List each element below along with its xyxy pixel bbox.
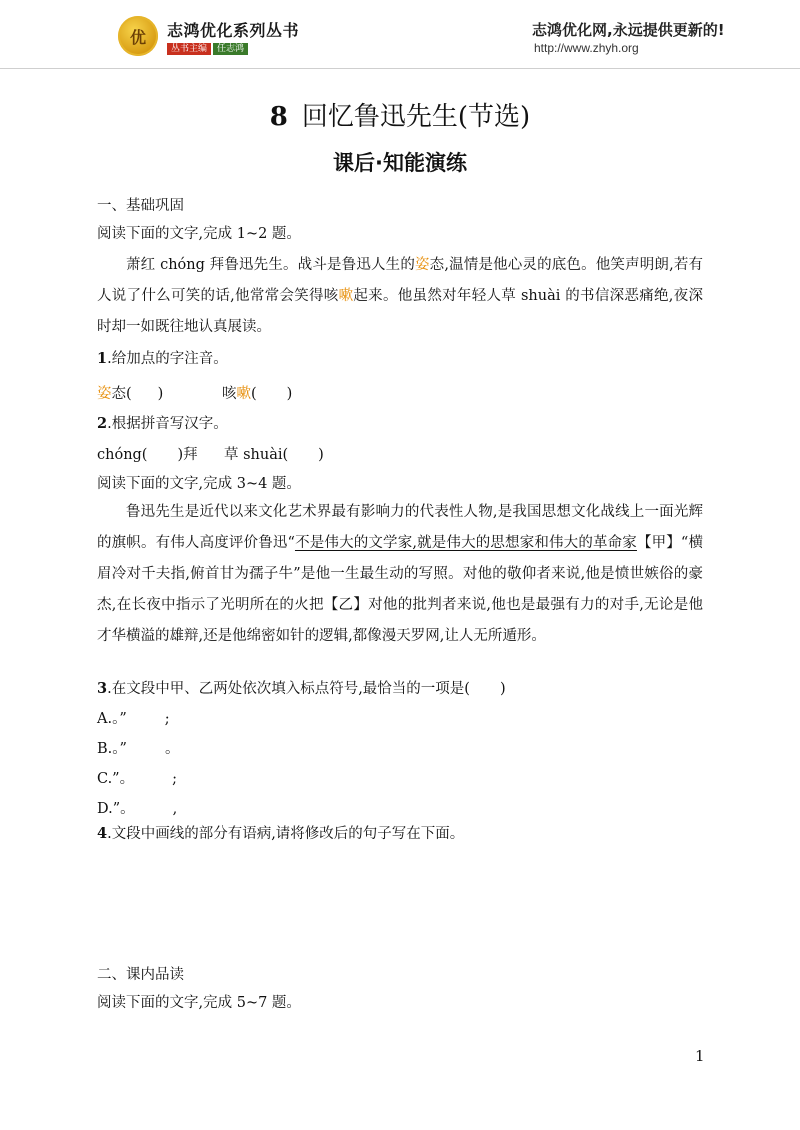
option-c[interactable]: C.”。 ; [97,771,177,787]
editor-label: 丛书主编 [167,43,211,55]
site-slogan: 志鸿优化网,永远提供更新的! [532,21,725,39]
editor-credit [167,41,248,54]
header-divider [0,68,800,69]
underlined-sentence: 不是伟大的文学家,就是伟大的思想家和伟大的革命家 [294,535,637,551]
reading-intro-1: 阅读下面的文字,完成 1~2 题。 [97,226,301,242]
question-2-answer-shuai[interactable]: 草 shuài( ) [224,447,324,463]
site-url[interactable]: http://www.zhyh.org [534,41,639,55]
option-b[interactable]: B.。” 。 [97,741,180,757]
passage-1: 萧红 chóng 拜鲁迅先生。战斗是鲁迅人生的姿态,温情是他心灵的底色。他笑声明朗,若有人说了什么可笑的话,他常常会笑得咳嗽起来。他虽然对年轻人草 shuài 的书信深恶痛绝,夜深时却一如既往地认真展读。 [97,257,704,335]
editor-name: 任志鸿 [213,43,248,55]
dotted-char-zi: 姿 [415,257,430,273]
passage-2: 鲁迅先生是近代以来文化艺术界最有影响力的代表性人物,是我国思想文化战线上一面光辉的旗帜。有伟人高度评价鲁迅“不是伟大的文学家,就是伟大的思想家和伟大的革命家【甲】“横眉冷对千夫指,俯首甘为孺子牛”是他一生最生动的写照。对他的敬仰者来说,他是愤世嫉俗的豪杰,在长夜中指示了光明所在的火把【乙】对他的批判者来说,他也是最强有力的对手,无论是他才华横溢的雄辩,还是他绵密如针的逻辑,都像漫天罗网,让人无所遁形。 [97,504,704,644]
question-1: 1.给加点的字注音。 [97,350,228,367]
question-1-answer-zi[interactable]: 姿态( ) [97,386,164,402]
page-header [0,0,800,70]
lesson-number: 8 [269,102,288,132]
page-number: 1 [695,1047,705,1065]
question-4: 4.文段中画线的部分有语病,请将修改后的句子写在下面。 [97,825,465,842]
publisher-logo: 优 [118,16,158,56]
question-2: 2.根据拼音写汉字。 [97,415,228,432]
section1-heading: 一、基础巩固 [97,198,184,214]
reading-intro-2: 阅读下面的文字,完成 3~4 题。 [97,476,301,492]
reading-intro-3: 阅读下面的文字,完成 5~7 题。 [97,995,301,1011]
series-name: 志鸿优化系列丛书 [167,21,300,40]
question-2-answer-chong[interactable]: chóng( )拜 [97,447,198,463]
question-1-answer-sou[interactable]: 咳嗽( ) [222,386,293,402]
lesson-title [0,96,800,133]
question-3: 3.在文段中甲、乙两处依次填入标点符号,最恰当的一项是( ) [97,680,506,697]
option-d[interactable]: D.”。 , [97,801,178,817]
lesson-title-text: 回忆鲁迅先生(节选) [301,102,531,132]
section2-heading: 二、课内品读 [97,967,184,983]
exercise-subtitle: 课后·知能演练 [333,151,467,175]
option-a[interactable]: A.。” ; [97,711,170,727]
dotted-char-sou: 嗽 [338,288,354,304]
